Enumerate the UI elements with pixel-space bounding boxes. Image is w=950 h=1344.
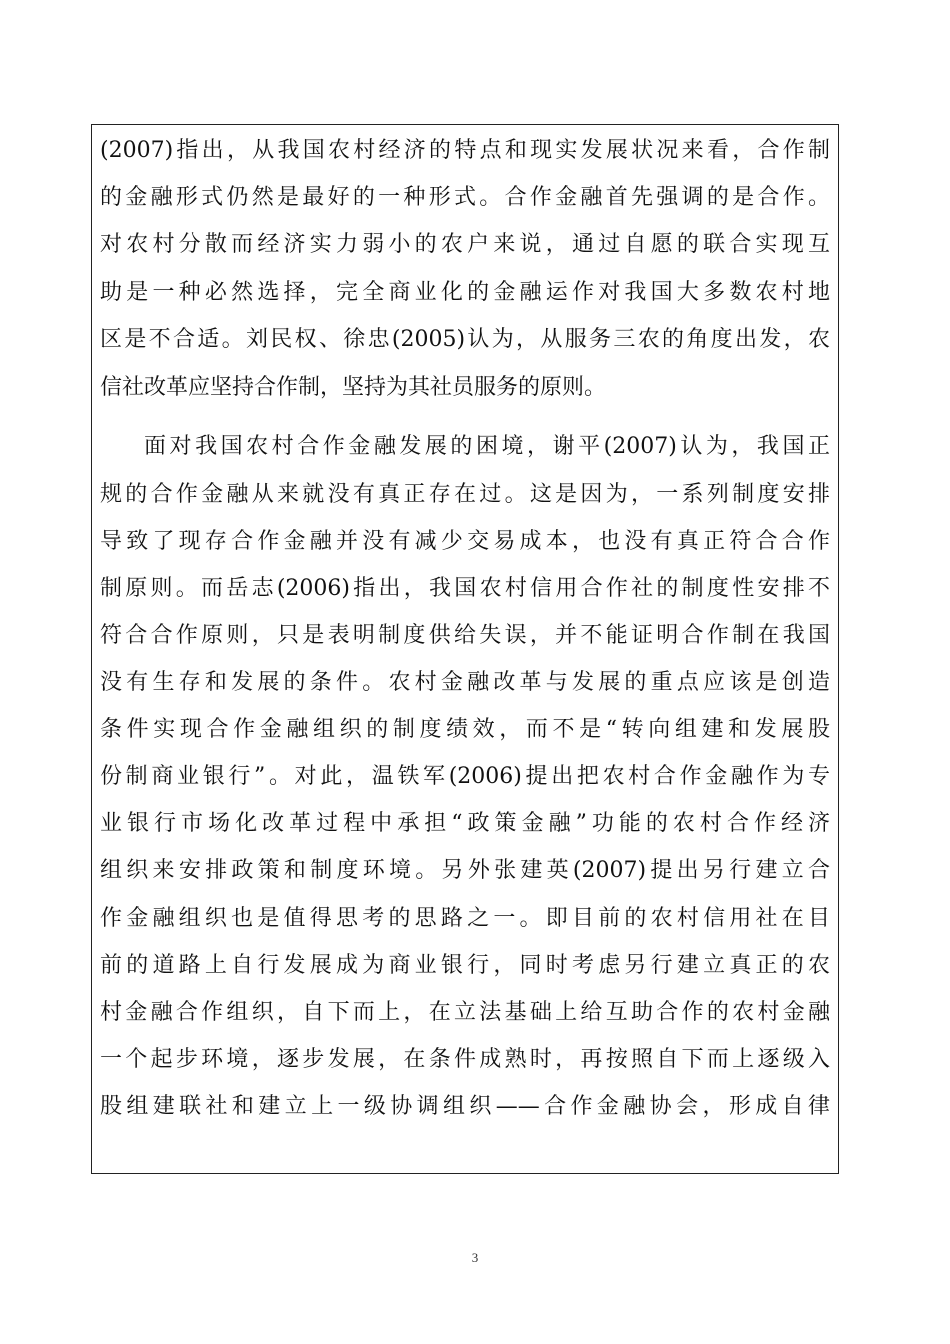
text-line: 没有生存和发展的条件。农村金融改革与发展的重点应该是创造 bbox=[100, 670, 830, 695]
text-line: 组织来安排政策和制度环境。另外张建英(2007)提出另行建立合 bbox=[100, 858, 830, 883]
text-line: 村金融合作组织，自下而上，在立法基础上给互助合作的农村金融 bbox=[100, 1000, 830, 1025]
text-line: 的金融形式仍然是最好的一种形式。合作金融首先强调的是合作。 bbox=[100, 185, 830, 210]
text-line: (2007)指出，从我国农村经济的特点和现实发展状况来看，合作制 bbox=[100, 138, 830, 163]
text-line: 份制商业银行”。对此，温铁军(2006)提出把农村合作金融作为专 bbox=[100, 764, 830, 789]
text-line: 导致了现存合作金融并没有减少交易成本，也没有真正符合合作 bbox=[100, 529, 830, 554]
text-line: 符合合作原则，只是表明制度供给失误，并不能证明合作制在我国 bbox=[100, 623, 830, 648]
text-line: 业银行市场化改革过程中承担“政策金融”功能的农村合作经济 bbox=[100, 811, 830, 836]
text-line: 股组建联社和建立上一级协调组织——合作金融协会，形成自律 bbox=[100, 1094, 830, 1119]
text-frame bbox=[91, 124, 839, 1174]
text-line: 条件实现合作金融组织的制度绩效，而不是“转向组建和发展股 bbox=[100, 717, 830, 742]
paragraph-first-line: 面对我国农村合作金融发展的困境，谢平(2007)认为，我国正 bbox=[144, 434, 830, 459]
text-line: 规的合作金融从来就没有真正存在过。这是因为，一系列制度安排 bbox=[100, 482, 830, 507]
text-line: 作金融组织也是值得思考的思路之一。即目前的农村信用社在目 bbox=[100, 906, 830, 931]
text-line: 制原则。而岳志(2006)指出，我国农村信用合作社的制度性安排不 bbox=[100, 576, 830, 601]
text-line: 信社改革应坚持合作制，坚持为其社员服务的原则。 bbox=[100, 375, 607, 400]
page-number: 3 bbox=[471, 1250, 479, 1265]
text-line: 一个起步环境，逐步发展，在条件成熟时，再按照自下而上逐级入 bbox=[100, 1047, 830, 1072]
text-line: 区是不合适。刘民权、徐忠(2005)认为，从服务三农的角度出发，农 bbox=[100, 327, 830, 352]
text-line: 助是一种必然选择，完全商业化的金融运作对我国大多数农村地 bbox=[100, 280, 830, 305]
text-line: 前的道路上自行发展成为商业银行，同时考虑另行建立真正的农 bbox=[100, 953, 830, 978]
text-line: 对农村分散而经济实力弱小的农户来说，通过自愿的联合实现互 bbox=[100, 232, 830, 257]
